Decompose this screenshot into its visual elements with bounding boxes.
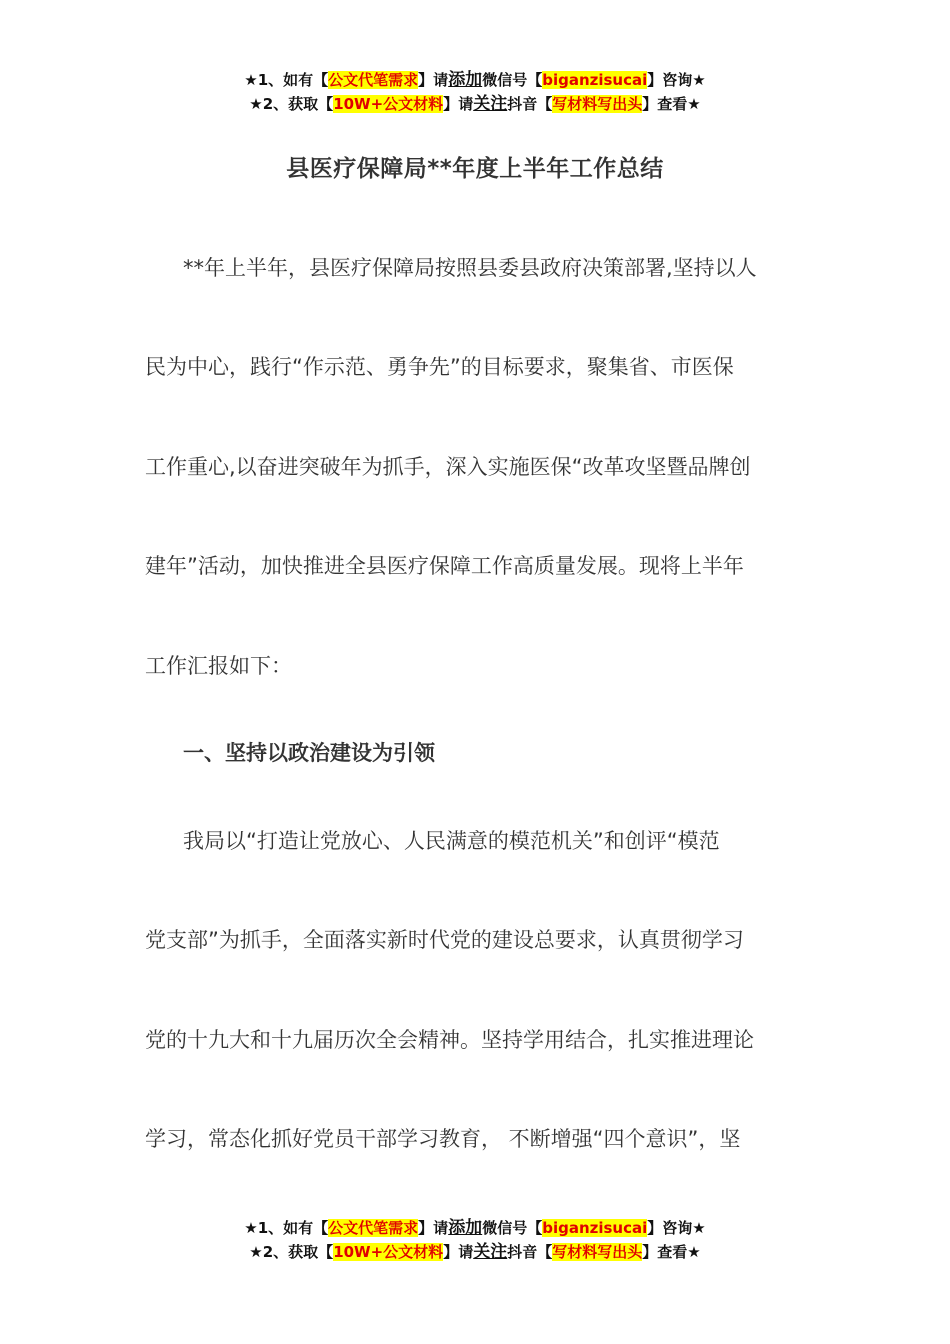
banner-text: 】请: [418, 71, 449, 89]
banner-line-2: [0, 92, 950, 116]
banner-line-2: [0, 1240, 950, 1264]
banner-highlight: 10W+公文材料: [333, 95, 444, 113]
banner-text: 微信号【: [482, 1219, 543, 1237]
paragraph-line: 民为中心，践行“作示范、勇争先”的目标要求，聚集省、市医保: [145, 355, 734, 379]
paragraph-line: 学习，常态化抓好党员干部学习教育， 不断增强“四个意识”，坚: [145, 1127, 741, 1151]
banner-douyin-id: 写材料写出头: [552, 1243, 643, 1261]
banner-text: 】请: [418, 1219, 449, 1237]
banner-text: 微信号【: [482, 71, 543, 89]
banner-line-1: [0, 68, 950, 92]
banner-emphasis: 关注: [473, 94, 508, 114]
banner-emphasis: 关注: [473, 1242, 508, 1262]
paragraph-line: 工作重心,以奋进突破年为抓手，深入实施医保“改革攻坚暨品牌创: [145, 455, 751, 479]
banner-highlight: 公文代笔需求: [328, 71, 419, 89]
paragraph-line: 我局以“打造让党放心、人民满意的模范机关”和创评“模范: [183, 829, 720, 853]
banner-text: 抖音【: [507, 1243, 553, 1261]
banner-text: 】咨询★: [647, 1219, 706, 1237]
banner-text: 】咨询★: [647, 71, 706, 89]
banner-emphasis: 添加: [448, 1218, 483, 1238]
banner-text: ★1、如有【: [244, 71, 329, 89]
banner-text: 】查看★: [642, 1243, 701, 1261]
paragraph-line: 建年”活动，加快推进全县医疗保障工作高质量发展。现将上半年: [145, 554, 744, 578]
paragraph-line: 工作汇报如下：: [145, 654, 292, 678]
banner-text: 抖音【: [507, 95, 553, 113]
section-heading: 一、坚持以政治建设为引领: [183, 741, 435, 765]
document-title: 县医疗保障局**年度上半年工作总结: [286, 156, 664, 182]
banner-text: ★1、如有【: [244, 1219, 329, 1237]
banner-line-1: [0, 1216, 950, 1240]
paragraph-line: **年上半年，县医疗保障局按照县委县政府决策部署,坚持以人: [183, 256, 757, 280]
footer-banner: [0, 1216, 950, 1264]
banner-text: 】请: [443, 95, 474, 113]
banner-emphasis: 添加: [448, 70, 483, 90]
banner-text: 】查看★: [642, 95, 701, 113]
banner-highlight: 公文代笔需求: [328, 1219, 419, 1237]
banner-wechat-id: biganzisucai: [542, 71, 648, 89]
banner-wechat-id: biganzisucai: [542, 1219, 648, 1237]
banner-text: ★2、获取【: [249, 95, 334, 113]
banner-highlight: 10W+公文材料: [333, 1243, 444, 1261]
banner-text: ★2、获取【: [249, 1243, 334, 1261]
header-banner: [0, 68, 950, 116]
paragraph-line: 党支部”为抓手，全面落实新时代党的建设总要求，认真贯彻学习: [145, 928, 744, 952]
banner-text: 】请: [443, 1243, 474, 1261]
banner-douyin-id: 写材料写出头: [552, 95, 643, 113]
paragraph-line: 党的十九大和十九届历次全会精神。坚持学用结合，扎实推进理论: [145, 1028, 754, 1052]
